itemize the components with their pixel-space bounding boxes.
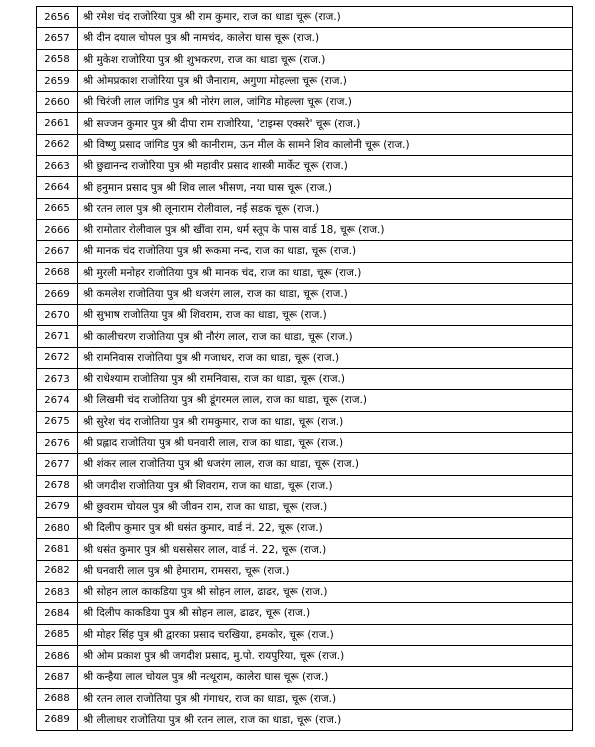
member-details-cell: श्री सोहन लाल काकडिया पुत्र श्री सोहन लाल, ढाढर, चूरू (राज.) [78, 582, 573, 603]
serial-number-cell: 2669 [37, 283, 78, 304]
member-details-cell: श्री ओमप्रकाश राजोरिया पुत्र श्री जैनाराम, अगुणा मोहल्ला चूरू (राज.) [78, 70, 573, 91]
table-row [37, 624, 573, 645]
member-list-table [36, 6, 573, 731]
table-row [37, 92, 573, 113]
table-row [37, 262, 573, 283]
serial-number-cell: 2668 [37, 262, 78, 283]
serial-number-cell: 2662 [37, 134, 78, 155]
table-row [37, 539, 573, 560]
table-row [37, 49, 573, 70]
member-details-cell: श्री रामनिवास राजोतिया पुत्र श्री गजाधर, राज का धाडा, चूरू (राज.) [78, 347, 573, 368]
table-row [37, 7, 573, 28]
member-details-cell: श्री प्रह्लाद राजोतिया पुत्र श्री घनवारी लाल, राज का धाडा, चूरू (राज.) [78, 432, 573, 453]
table-row [37, 603, 573, 624]
member-details-cell: श्री छुवराम चोयल पुत्र श्री जीवन राम, राज का धाडा, चूरू (राज.) [78, 496, 573, 517]
serial-number-cell: 2687 [37, 667, 78, 688]
table-row [37, 198, 573, 219]
serial-number-cell: 2683 [37, 582, 78, 603]
serial-number-cell: 2656 [37, 7, 78, 28]
table-row [37, 28, 573, 49]
member-details-cell: श्री चिरंजी लाल जांगिड पुत्र श्री नोरंग लाल, जांगिड मोहल्ला चूरू (राज.) [78, 92, 573, 113]
serial-number-cell: 2681 [37, 539, 78, 560]
serial-number-cell: 2663 [37, 156, 78, 177]
serial-number-cell: 2658 [37, 49, 78, 70]
table-row [37, 390, 573, 411]
serial-number-cell: 2671 [37, 326, 78, 347]
serial-number-cell: 2664 [37, 177, 78, 198]
serial-number-cell: 2680 [37, 518, 78, 539]
member-details-cell: श्री दिलीप काकडिया पुत्र श्री सोहन लाल, ढाढर, चूरू (राज.) [78, 603, 573, 624]
table-row [37, 688, 573, 709]
member-details-cell: श्री सुरेश चंद राजोतिया पुत्र श्री रामकुमार, राज का धाडा, चूरू (राज.) [78, 411, 573, 432]
member-details-cell: श्री रामोतार रोलीवाल पुत्र श्री खींवा राम, धर्म स्तूप के पास वार्ड 18, चूरू (राज.) [78, 219, 573, 240]
table-row [37, 283, 573, 304]
member-list-body [37, 7, 573, 731]
member-details-cell: श्री जगदीश राजोतिया पुत्र श्री शिवराम, राज का धाडा, चूरू (राज.) [78, 475, 573, 496]
table-row [37, 432, 573, 453]
table-row [37, 241, 573, 262]
member-details-cell: श्री राधेश्याम राजोतिया पुत्र श्री रामनिवास, राज का धाडा, चूरू (राज.) [78, 369, 573, 390]
member-details-cell: श्री रतन लाल राजोतिया पुत्र श्री गंगाधर, राज का धाडा, चूरू (राज.) [78, 688, 573, 709]
serial-number-cell: 2659 [37, 70, 78, 91]
member-details-cell: श्री रतन लाल पुत्र श्री लूनाराम रोलीवाल, नई सडक चूरू (राज.) [78, 198, 573, 219]
member-details-cell: श्री दिलीप कुमार पुत्र श्री धसंत कुमार, वार्ड नं. 22, चूरू (राज.) [78, 518, 573, 539]
serial-number-cell: 2686 [37, 645, 78, 666]
table-row [37, 70, 573, 91]
table-row [37, 113, 573, 134]
table-row [37, 305, 573, 326]
serial-number-cell: 2673 [37, 369, 78, 390]
serial-number-cell: 2661 [37, 113, 78, 134]
table-row [37, 219, 573, 240]
table-row [37, 709, 573, 730]
table-row [37, 496, 573, 517]
serial-number-cell: 2676 [37, 432, 78, 453]
member-details-cell: श्री हनुमान प्रसाद पुत्र श्री शिव लाल भीसण, नया घास चूरू (राज.) [78, 177, 573, 198]
member-details-cell: श्री मोहर सिंह पुत्र श्री द्वारका प्रसाद चरखिया, हमकोर, चूरू (राज.) [78, 624, 573, 645]
serial-number-cell: 2670 [37, 305, 78, 326]
member-details-cell: श्री कालीचरण राजोतिया पुत्र श्री नौरंग लाल, राज का धाडा, चूरू (राज.) [78, 326, 573, 347]
member-details-cell: श्री मुकेश राजोरिया पुत्र श्री शुभकरण, राज का धाडा चूरू (राज.) [78, 49, 573, 70]
serial-number-cell: 2689 [37, 709, 78, 730]
member-details-cell: श्री दीन दयाल चोपल पुत्र श्री नामचंद, कालेरा घास चूरू (राज.) [78, 28, 573, 49]
serial-number-cell: 2678 [37, 475, 78, 496]
serial-number-cell: 2672 [37, 347, 78, 368]
member-details-cell: श्री रमेश चंद राजोरिया पुत्र श्री राम कुमार, राज का धाडा चूरू (राज.) [78, 7, 573, 28]
table-row [37, 156, 573, 177]
serial-number-cell: 2682 [37, 560, 78, 581]
serial-number-cell: 2667 [37, 241, 78, 262]
member-details-cell: श्री सुभाष राजोतिया पुत्र श्री शिवराम, राज का धाडा, चूरू (राज.) [78, 305, 573, 326]
table-row [37, 518, 573, 539]
serial-number-cell: 2660 [37, 92, 78, 113]
serial-number-cell: 2677 [37, 454, 78, 475]
serial-number-cell: 2657 [37, 28, 78, 49]
table-row [37, 347, 573, 368]
member-details-cell: श्री कन्हैया लाल चोयल पुत्र श्री नत्थूराम, कालेरा घास चूरू (राज.) [78, 667, 573, 688]
member-details-cell: श्री ओम प्रकाश पुत्र श्री जगदीश प्रसाद, मु.पो. रायपुरिया, चूरू (राज.) [78, 645, 573, 666]
serial-number-cell: 2675 [37, 411, 78, 432]
member-details-cell: श्री लिखमी चंद राजोतिया पुत्र श्री डूंगरमल लाल, राज का धाडा, चूरू (राज.) [78, 390, 573, 411]
serial-number-cell: 2684 [37, 603, 78, 624]
table-row [37, 475, 573, 496]
member-details-cell: श्री लीलाधर राजोतिया पुत्र श्री रतन लाल, राज का धाडा, चूरू (राज.) [78, 709, 573, 730]
table-row [37, 369, 573, 390]
member-details-cell: श्री धसंत कुमार पुत्र श्री धससेसर लाल, वार्ड नं. 22, चूरू (राज.) [78, 539, 573, 560]
table-row [37, 582, 573, 603]
member-details-cell: श्री शंकर लाल राजोतिया पुत्र श्री धजरंग लाल, राज का धाडा, चूरू (राज.) [78, 454, 573, 475]
table-row [37, 560, 573, 581]
member-details-cell: श्री छुद्यानन्द राजोरिया पुत्र श्री महावीर प्रसाद शास्त्री मार्केट चूरू (राज.) [78, 156, 573, 177]
member-details-cell: श्री मानक चंद राजोतिया पुत्र श्री रूकमा नन्द, राज का धाडा, चूरू (राज.) [78, 241, 573, 262]
member-details-cell: श्री विष्णु प्रसाद जांगिड पुत्र श्री कानीराम, ऊन मील के सामने शिव कालोनी चूरू (राज.) [78, 134, 573, 155]
member-details-cell: श्री घनवारी लाल पुत्र श्री हेमाराम, रामसरा, चूरू (राज.) [78, 560, 573, 581]
member-details-cell: श्री कमलेश राजोतिया पुत्र श्री धजरंग लाल, राज का धाडा, चूरू (राज.) [78, 283, 573, 304]
table-row [37, 134, 573, 155]
serial-number-cell: 2674 [37, 390, 78, 411]
table-row [37, 667, 573, 688]
serial-number-cell: 2688 [37, 688, 78, 709]
member-list-document [36, 6, 573, 731]
table-row [37, 411, 573, 432]
table-row [37, 645, 573, 666]
table-row [37, 326, 573, 347]
serial-number-cell: 2685 [37, 624, 78, 645]
member-details-cell: श्री सज्जन कुमार पुत्र श्री दीपा राम राजोरिया, 'टाइम्स एक्सरे' चूरू (राज.) [78, 113, 573, 134]
member-details-cell: श्री मुरली मनोहर राजोतिया पुत्र श्री मानक चंद, राज का धाडा, चूरू (राज.) [78, 262, 573, 283]
serial-number-cell: 2679 [37, 496, 78, 517]
serial-number-cell: 2666 [37, 219, 78, 240]
table-row [37, 177, 573, 198]
serial-number-cell: 2665 [37, 198, 78, 219]
table-row [37, 454, 573, 475]
